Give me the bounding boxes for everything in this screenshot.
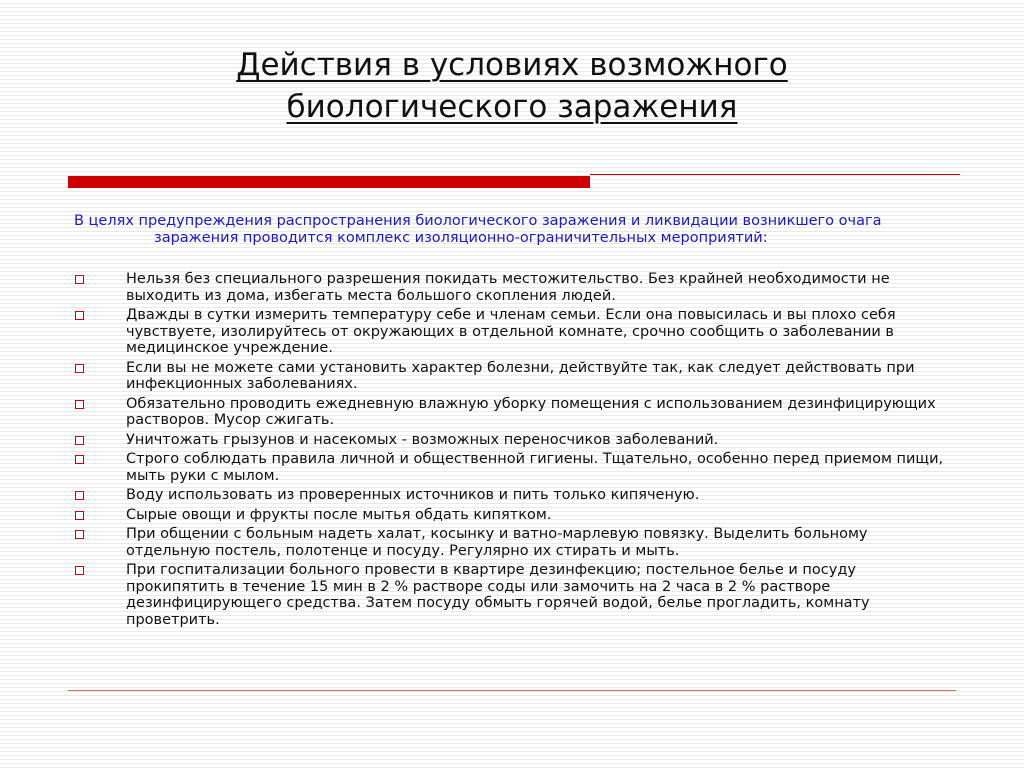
list-item: [74, 526, 954, 559]
list-item: [74, 360, 954, 393]
divider-thin-line: [590, 174, 960, 175]
list-item: [74, 487, 954, 504]
hollow-square-icon: [75, 455, 84, 464]
list-item-text: Строго соблюдать правила личной и общественной гигиены. Тщательно, особенно перед приемом пищи, мыть руки с мылом.: [126, 451, 944, 484]
list-item: [74, 432, 954, 449]
intro-paragraph: В целях предупреждения распространения биологического заражения и ликвидации возникшего очага заражения проводится комплекс изоляционно-ограничительных мероприятий:: [74, 213, 882, 246]
hollow-square-icon: [75, 511, 84, 520]
list-item: [74, 562, 954, 628]
divider-red-bar: [68, 176, 590, 188]
list-item-text: Сырые овощи и фрукты после мытья обдать кипятком.: [126, 506, 552, 523]
list-item: [74, 507, 954, 524]
list-item-text: Дважды в сутки измерить температуру себе и членам семьи. Если она повысилась и вы плохо себя чувствуете, изолируйтесь от окружающих в отдельной комнате, срочно сообщить о заболевании в медицинское учреждение.: [126, 307, 896, 356]
list-item: [74, 271, 954, 304]
list-item-text: Если вы не можете сами установить характер болезни, действуйте так, как следует действовать при инфекционных заболеваниях.: [126, 359, 915, 392]
hollow-square-icon: [75, 530, 84, 539]
slide-title-line-2: биологического заражения: [286, 89, 738, 125]
list-item: [74, 451, 954, 484]
title-divider: [68, 174, 960, 188]
list-item-text: При госпитализации больного провести в квартире дезинфекцию; постельное белье и посуду прокипятить в течение 15 мин в 2 % растворе соды или замочить на 2 часа в 2 % растворе дезинфицирующего средства. Затем посуду обмыть горячей водой, белье прогладить, комнату проветрить.: [126, 562, 870, 628]
list-item-text: Нельзя без специального разрешения покидать местожительство. Без крайней необходимости не выходить из дома, избегать места большого скопления людей.: [126, 271, 890, 304]
footer-divider: [68, 690, 956, 691]
hollow-square-icon: [75, 436, 84, 445]
slide-title-line-1: Действия в условиях возможного: [236, 47, 788, 83]
measures-list: [74, 271, 954, 631]
list-item: [74, 307, 954, 357]
hollow-square-icon: [75, 311, 84, 320]
hollow-square-icon: [75, 491, 84, 500]
list-item-text: При общении с больным надеть халат, косынку и ватно-марлевую повязку. Выделить больному отдельную постель, полотенце и посуду. Регулярно их стирать и мыть.: [126, 526, 868, 559]
slide-title: [0, 44, 1024, 128]
list-item: [74, 396, 954, 429]
list-item-text: Обязательно проводить ежедневную влажную уборку помещения с использованием дезинфицирующих растворов. Мусор сжигать.: [126, 395, 936, 428]
hollow-square-icon: [75, 400, 84, 409]
hollow-square-icon: [75, 566, 84, 575]
list-item-text: Уничтожать грызунов и насекомых - возможных переносчиков заболеваний.: [126, 431, 719, 448]
hollow-square-icon: [75, 364, 84, 373]
hollow-square-icon: [75, 275, 84, 284]
list-item-text: Воду использовать из проверенных источников и пить только кипяченую.: [126, 487, 700, 503]
